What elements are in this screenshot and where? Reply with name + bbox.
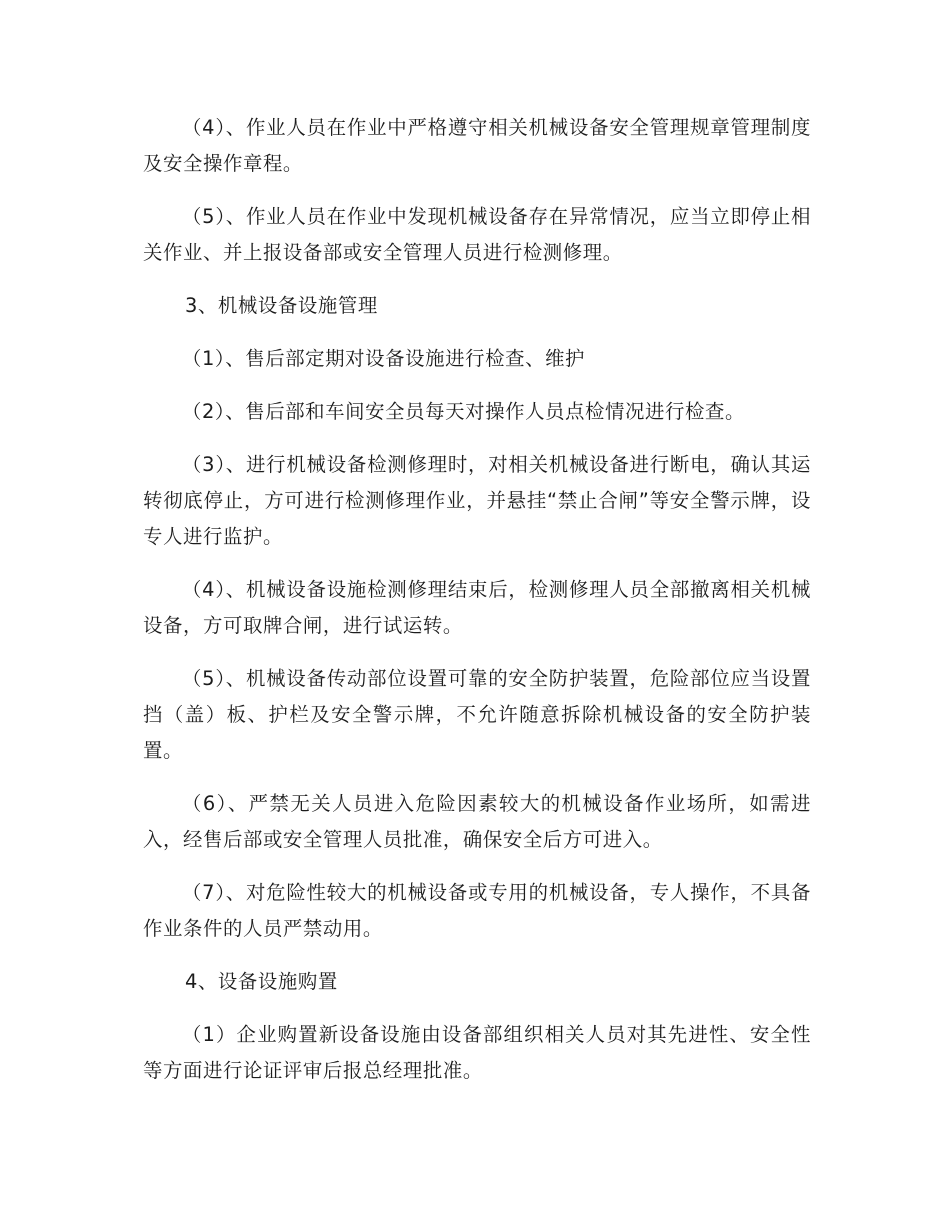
paragraph-abnormal-stop: （5）、作业人员在作业中发现机械设备存在异常情况，应当立即停止相关作业、并上报设备部或安全管理人员进行检测修理。	[143, 205, 811, 264]
paragraph-power-off-repair: （3）、进行机械设备检测修理时，对相关机械设备进行断电，确认其运转彻底停止，方可进行检测修理作业，并悬挂“禁止合闸”等安全警示牌，设专人进行监护。	[143, 453, 811, 548]
paragraph-daily-check: （2）、售后部和车间安全员每天对操作人员点检情况进行检查。	[182, 400, 745, 423]
paragraph-periodic-inspection: （1）、售后部定期对设备设施进行检查、维护	[182, 347, 586, 370]
paragraph-post-repair: （4）、机械设备设施检测修理结束后，检测修理人员全部撤离相关机械设备，方可取牌合闸，进行试运转。	[143, 578, 811, 637]
paragraph-dedicated-operator: （7）、对危险性较大的机械设备或专用的机械设备，专人操作，不具备作业条件的人员严禁动用。	[143, 881, 811, 940]
paragraph-restricted-entry: （6）、严禁无关人员进入危险因素较大的机械设备作业场所，如需进入，经售后部或安全管理人员批准，确保安全后方可进入。	[143, 792, 811, 851]
paragraph-protective-devices: （5）、机械设备传动部位设置可靠的安全防护装置，危险部位应当设置挡（盖）板、护栏及安全警示牌，不允许随意拆除机械设备的安全防护装置。	[143, 667, 811, 762]
section-heading-equipment-management: 3、机械设备设施管理	[185, 294, 378, 317]
paragraph-purchase-approval: （1）企业购置新设备设施由设备部组织相关人员对其先进性、安全性等方面进行论证评审后报总经理批准。	[143, 1023, 811, 1082]
paragraph-operator-compliance: （4）、作业人员在作业中严格遵守相关机械设备安全管理规章管理制度及安全操作章程。	[143, 116, 811, 175]
document-body	[143, 110, 811, 1106]
section-heading-equipment-purchase: 4、设备设施购置	[185, 970, 338, 993]
